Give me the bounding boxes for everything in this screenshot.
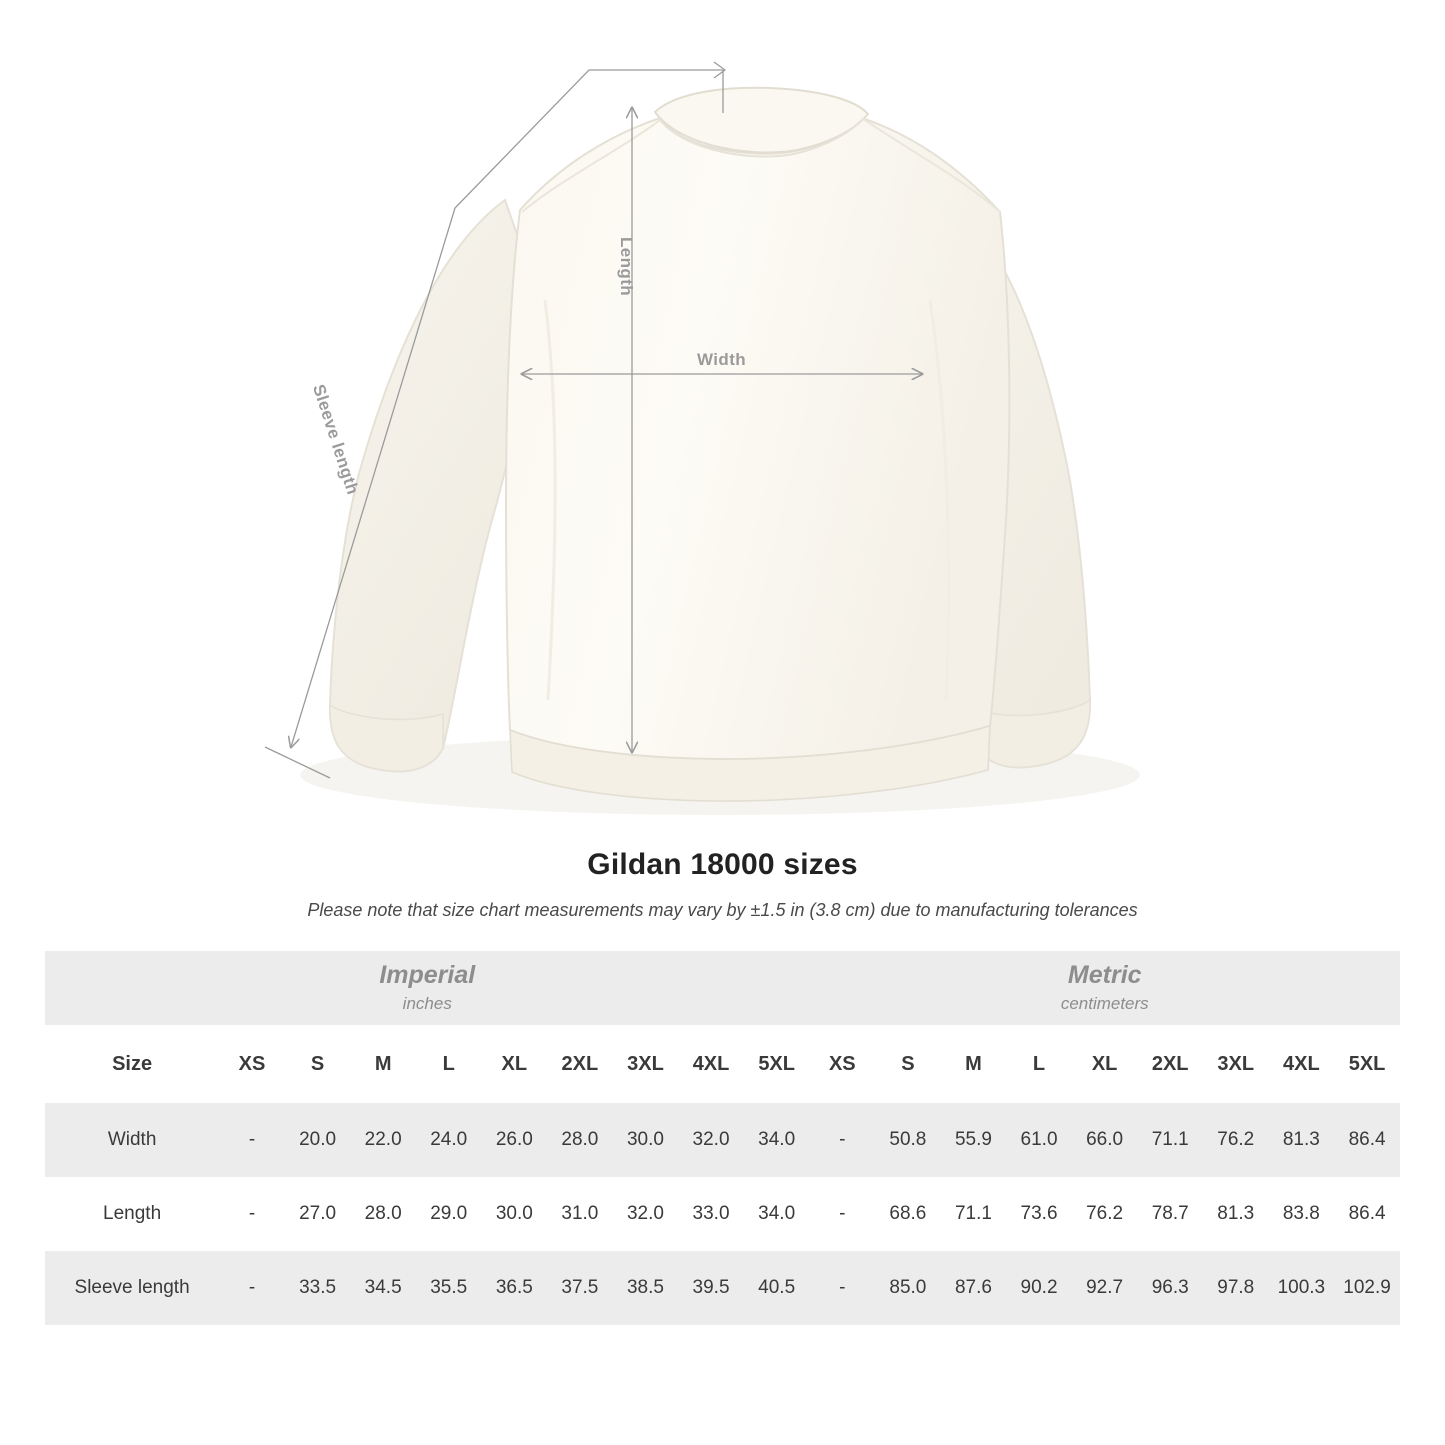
width-imperial-xl: 26.0 — [482, 1103, 548, 1177]
width-imperial-4xl: 32.0 — [678, 1103, 744, 1177]
imperial-unit-header — [45, 951, 810, 1025]
length-imperial-5xl: 34.0 — [744, 1177, 810, 1251]
length-dimension-label: Length — [617, 237, 636, 297]
width-imperial-m: 22.0 — [350, 1103, 416, 1177]
width-metric-5xl: 86.4 — [1334, 1103, 1400, 1177]
sleeve-metric-m: 87.6 — [941, 1251, 1007, 1325]
sleeve-metric-3xl: 97.8 — [1203, 1251, 1269, 1325]
length-metric-3xl: 81.3 — [1203, 1177, 1269, 1251]
metric-unit-sub: centimeters — [1060, 993, 1149, 1013]
size-header-metric-2xl: 2XL — [1137, 1025, 1203, 1103]
sleeve-metric-4xl: 100.3 — [1269, 1251, 1335, 1325]
sleeve-imperial-5xl: 40.5 — [744, 1251, 810, 1325]
row-label-length: Length — [45, 1177, 219, 1251]
size-header-metric-l: L — [1006, 1025, 1072, 1103]
sleeve-metric-l: 90.2 — [1006, 1251, 1072, 1325]
sleeve-metric-s: 85.0 — [875, 1251, 941, 1325]
width-imperial-l: 24.0 — [416, 1103, 482, 1177]
sleeve-metric-xs: - — [810, 1251, 876, 1325]
length-metric-l: 73.6 — [1006, 1177, 1072, 1251]
length-imperial-4xl: 33.0 — [678, 1177, 744, 1251]
metric-unit-header — [810, 951, 1401, 1025]
size-header-metric-3xl: 3XL — [1203, 1025, 1269, 1103]
size-header-imperial-s: S — [285, 1025, 351, 1103]
length-metric-xl: 76.2 — [1072, 1177, 1138, 1251]
width-metric-3xl: 76.2 — [1203, 1103, 1269, 1177]
size-header-imperial-xs: XS — [219, 1025, 285, 1103]
sleeve-imperial-xs: - — [219, 1251, 285, 1325]
table-row — [45, 1103, 1400, 1177]
length-metric-m: 71.1 — [941, 1177, 1007, 1251]
length-metric-5xl: 86.4 — [1334, 1177, 1400, 1251]
table-row — [45, 1251, 1400, 1325]
sleeve-imperial-l: 35.5 — [416, 1251, 482, 1325]
length-imperial-m: 28.0 — [350, 1177, 416, 1251]
size-label-cell: Size — [45, 1025, 219, 1103]
width-metric-xl: 66.0 — [1072, 1103, 1138, 1177]
sleeve-imperial-s: 33.5 — [285, 1251, 351, 1325]
imperial-unit-sub: inches — [402, 993, 452, 1013]
size-header-metric-5xl: 5XL — [1334, 1025, 1400, 1103]
title-block — [0, 848, 1445, 921]
length-imperial-xl: 30.0 — [482, 1177, 548, 1251]
sleeve-imperial-xl: 36.5 — [482, 1251, 548, 1325]
metric-unit-title: Metric — [1067, 960, 1142, 989]
length-imperial-2xl: 31.0 — [547, 1177, 613, 1251]
width-metric-2xl: 71.1 — [1137, 1103, 1203, 1177]
sleeve-imperial-2xl: 37.5 — [547, 1251, 613, 1325]
sleeve-imperial-3xl: 38.5 — [613, 1251, 679, 1325]
row-label-sleeve-length: Sleeve length — [45, 1251, 219, 1325]
sleeve-imperial-m: 34.5 — [350, 1251, 416, 1325]
length-imperial-l: 29.0 — [416, 1177, 482, 1251]
size-header-metric-xl: XL — [1072, 1025, 1138, 1103]
sleeve-metric-xl: 92.7 — [1072, 1251, 1138, 1325]
size-header-imperial-4xl: 4XL — [678, 1025, 744, 1103]
length-metric-xs: - — [810, 1177, 876, 1251]
row-label-width: Width — [45, 1103, 219, 1177]
size-header-metric-xs: XS — [810, 1025, 876, 1103]
width-dimension-label: Width — [697, 350, 747, 369]
unit-header-row — [45, 951, 1400, 1025]
width-metric-l: 61.0 — [1006, 1103, 1072, 1177]
size-header-metric-4xl: 4XL — [1269, 1025, 1335, 1103]
size-header-metric-s: S — [875, 1025, 941, 1103]
length-metric-2xl: 78.7 — [1137, 1177, 1203, 1251]
length-imperial-3xl: 32.0 — [613, 1177, 679, 1251]
length-imperial-xs: - — [219, 1177, 285, 1251]
length-imperial-s: 27.0 — [285, 1177, 351, 1251]
table-row — [45, 1177, 1400, 1251]
width-imperial-2xl: 28.0 — [547, 1103, 613, 1177]
page-title: Gildan 18000 sizes — [587, 848, 858, 881]
sleeve-metric-2xl: 96.3 — [1137, 1251, 1203, 1325]
width-metric-4xl: 81.3 — [1269, 1103, 1335, 1177]
size-header-metric-m: M — [941, 1025, 1007, 1103]
sleeve-imperial-4xl: 39.5 — [678, 1251, 744, 1325]
size-header-imperial-5xl: 5XL — [744, 1025, 810, 1103]
width-metric-s: 50.8 — [875, 1103, 941, 1177]
sleeve-length-dimension-label: Sleeve length — [308, 382, 363, 498]
width-imperial-3xl: 30.0 — [613, 1103, 679, 1177]
size-header-imperial-l: L — [416, 1025, 482, 1103]
size-table-wrap — [0, 951, 1445, 1325]
size-header-imperial-xl: XL — [482, 1025, 548, 1103]
size-chart-table — [45, 951, 1400, 1325]
sleeve-metric-5xl: 102.9 — [1334, 1251, 1400, 1325]
length-metric-s: 68.6 — [875, 1177, 941, 1251]
width-imperial-s: 20.0 — [285, 1103, 351, 1177]
width-metric-xs: - — [810, 1103, 876, 1177]
width-imperial-5xl: 34.0 — [744, 1103, 810, 1177]
size-header-row — [45, 1025, 1400, 1103]
imperial-unit-title: Imperial — [379, 960, 476, 989]
width-imperial-xs: - — [219, 1103, 285, 1177]
tolerance-note: Please note that size chart measurements may vary by ±1.5 in (3.8 cm) due to manufacturing tolerances — [307, 900, 1138, 920]
width-metric-m: 55.9 — [941, 1103, 1007, 1177]
size-header-imperial-3xl: 3XL — [613, 1025, 679, 1103]
length-metric-4xl: 83.8 — [1269, 1177, 1335, 1251]
size-header-imperial-2xl: 2XL — [547, 1025, 613, 1103]
size-header-imperial-m: M — [350, 1025, 416, 1103]
